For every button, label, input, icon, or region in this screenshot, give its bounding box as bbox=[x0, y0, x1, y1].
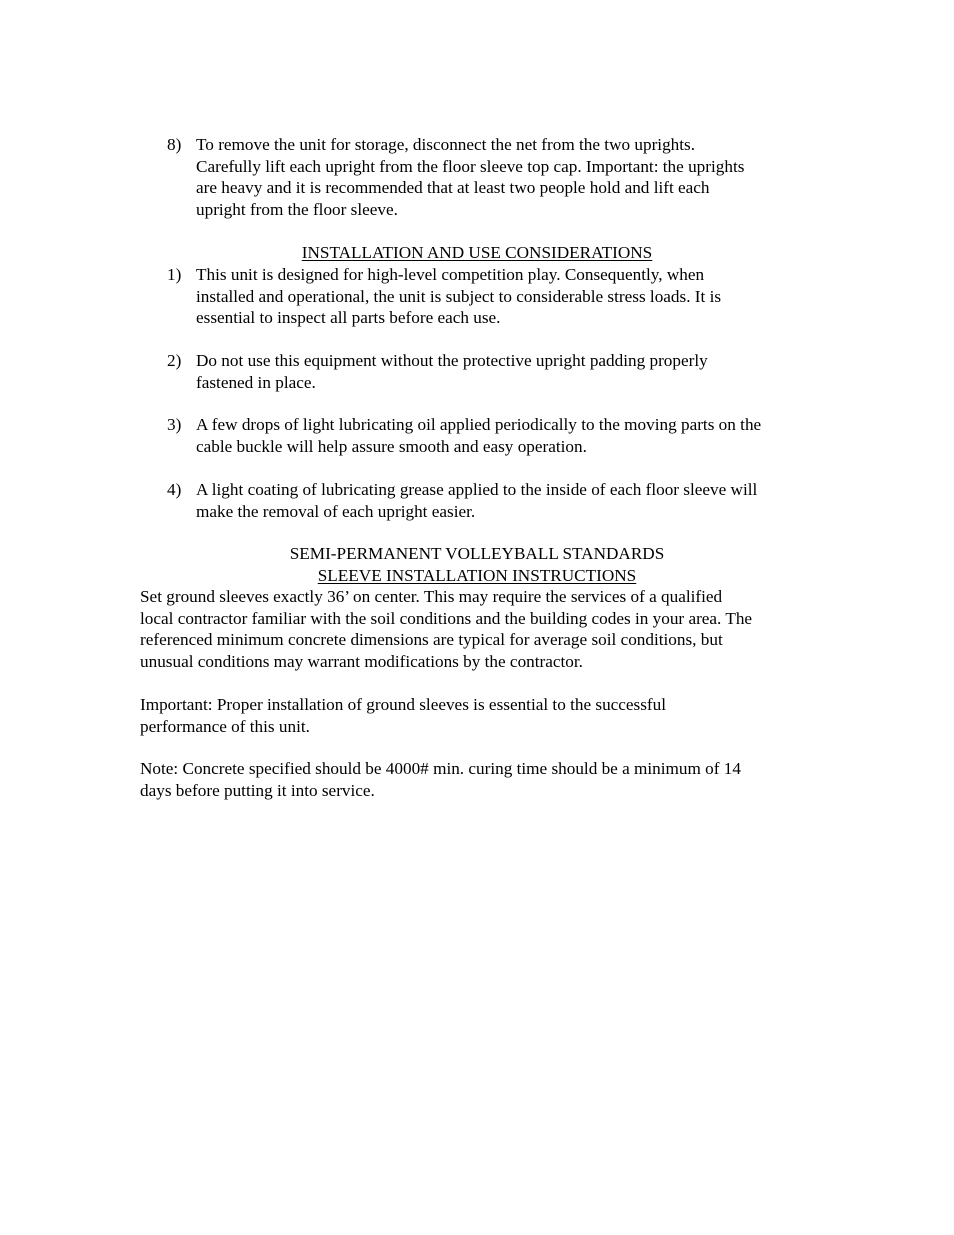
item-number: 3) bbox=[167, 415, 182, 434]
text-line: make the removal of each upright easier. bbox=[196, 501, 476, 521]
considerations-heading: INSTALLATION AND USE CONSIDERATIONS bbox=[301, 243, 653, 262]
text-line: are heavy and it is recommended that at least two people hold and lift each bbox=[196, 178, 710, 198]
note-paragraph bbox=[140, 758, 830, 801]
text-line: Set ground sleeves exactly 36’ on center. This may require the services of a qualified bbox=[140, 587, 723, 606]
text-line: referenced minimum concrete dimensions are typical for average soil conditions, but bbox=[140, 630, 723, 650]
text-line: A light coating of lubricating grease applied to the inside of each floor sleeve will bbox=[196, 480, 758, 499]
text-line: days before putting it into service. bbox=[140, 780, 375, 800]
text-line: This unit is designed for high-level competition play. Consequently, when bbox=[196, 265, 705, 284]
item-number: 1) bbox=[167, 265, 182, 284]
item-text bbox=[196, 414, 826, 457]
text-line: Important: Proper installation of ground sleeves is essential to the successful bbox=[140, 695, 667, 714]
text-line: Do not use this equipment without the protective upright padding properly bbox=[196, 351, 708, 370]
text-line: performance of this unit. bbox=[140, 716, 310, 736]
item-text bbox=[196, 350, 826, 393]
item-text bbox=[196, 479, 826, 522]
sleeve-title: SEMI-PERMANENT VOLLEYBALL STANDARDS bbox=[289, 544, 665, 563]
important-paragraph bbox=[140, 694, 830, 737]
text-line: Note: Concrete specified should be 4000# min. curing time should be a minimum of 14 bbox=[140, 759, 741, 778]
step-number: 8) bbox=[167, 135, 182, 154]
text-line: upright from the floor sleeve. bbox=[196, 199, 398, 219]
text-line: local contractor familiar with the soil conditions and the building codes in your area. The bbox=[140, 608, 753, 628]
text-line: A few drops of light lubricating oil applied periodically to the moving parts on the bbox=[196, 415, 762, 434]
text-line: Carefully lift each upright from the floor sleeve top cap. Important: the uprights bbox=[196, 156, 745, 176]
sleeve-intro-paragraph bbox=[140, 586, 830, 672]
text-line: essential to inspect all parts before each use. bbox=[196, 308, 501, 328]
text-line: unusual conditions may warrant modifications by the contractor. bbox=[140, 651, 583, 671]
text-line: fastened in place. bbox=[196, 372, 316, 392]
sleeve-subtitle: SLEEVE INSTALLATION INSTRUCTIONS bbox=[317, 566, 637, 585]
text-line: cable buckle will help assure smooth and easy operation. bbox=[196, 436, 587, 456]
step-text bbox=[196, 134, 826, 220]
text-line: To remove the unit for storage, disconnect the net from the two uprights. bbox=[196, 135, 696, 154]
item-number: 2) bbox=[167, 351, 182, 370]
text-line: installed and operational, the unit is subject to considerable stress loads. It is bbox=[196, 286, 722, 306]
item-text bbox=[196, 264, 826, 329]
item-number: 4) bbox=[167, 480, 182, 499]
